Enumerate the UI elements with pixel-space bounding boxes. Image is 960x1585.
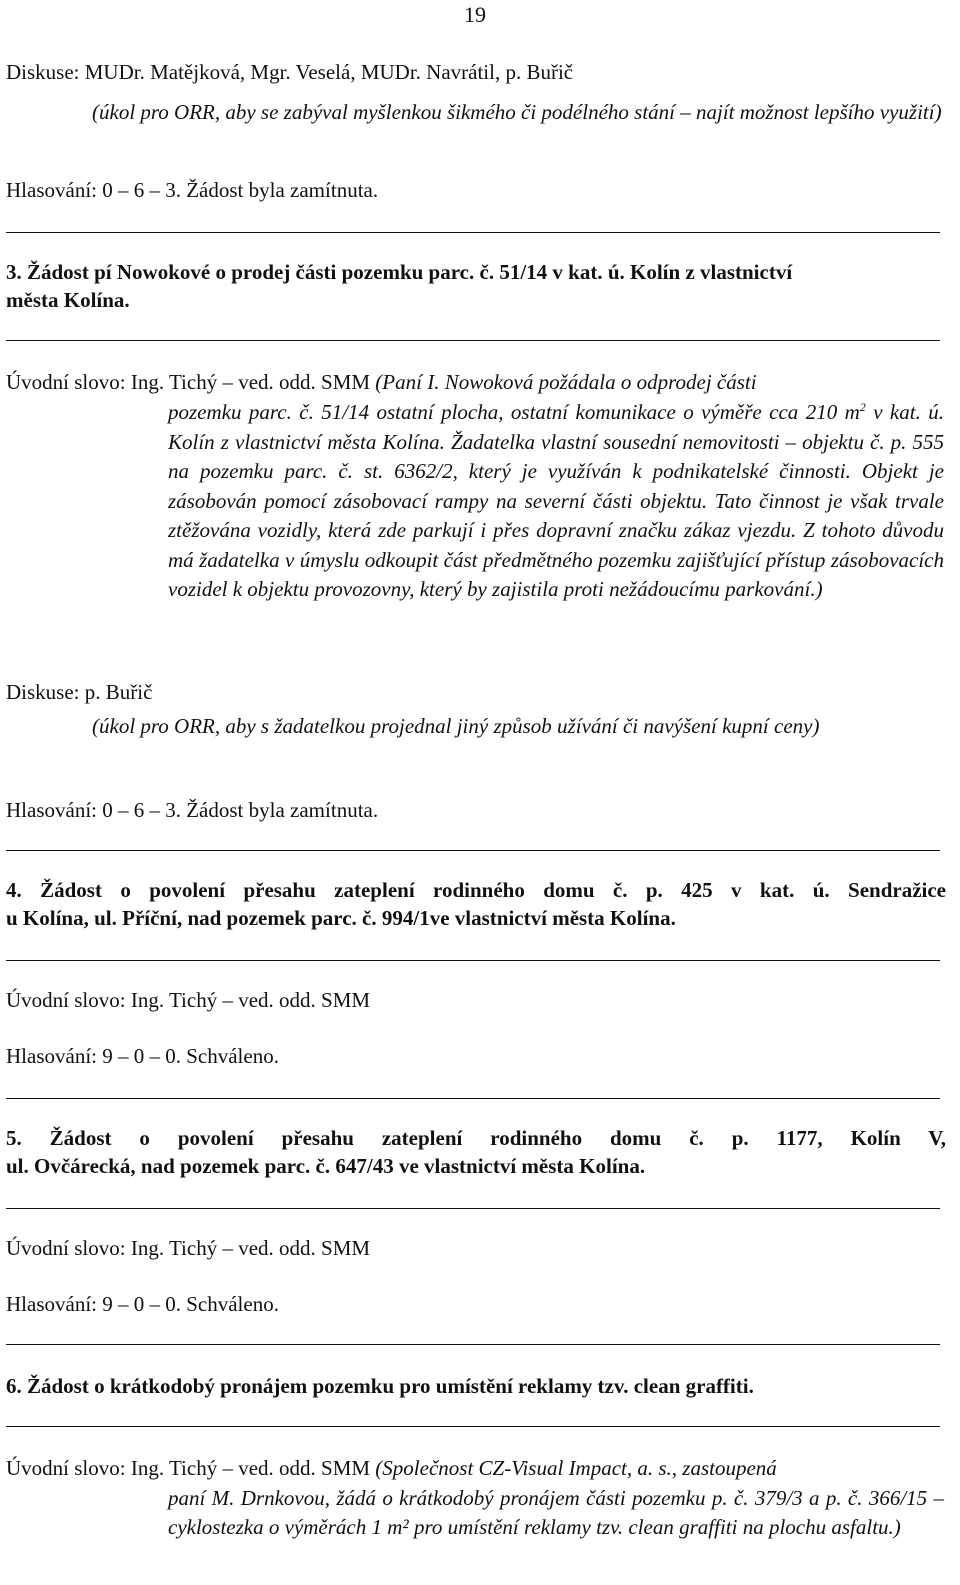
vote-result: Hlasování: 0 – 6 – 3. Žádost byla zamítnuta. [6,178,379,202]
divider [6,1344,940,1345]
item-5-intro: Úvodní slovo: Ing. Tichý – ved. odd. SMM [6,1236,371,1260]
item-4-title [6,876,946,932]
intro-text-first: (Paní I. Nowoková požádala o odprodej části [375,370,757,394]
divider [6,1098,940,1099]
divider [6,1426,940,1427]
item-4-intro: Úvodní slovo: Ing. Tichý – ved. odd. SMM [6,988,371,1012]
item-3-intro-body [6,398,944,605]
item-6-intro-body: paní M. Drnkovou, žádá o krátkodobý pronájem části pozemku p. č. 379/3 a p. č. 366/15 – cyklostezka o výměrách 1 m² pro umístění reklamy tzv. clean graffiti na plochu asfaltu.) [168,1486,944,1539]
item-5-title-line2: ul. Ovčárecká, nad pozemek parc. č. 647/43 ve vlastnictví města Kolína. [6,1154,646,1178]
discussion-participants: Diskuse: MUDr. Matějková, Mgr. Veselá, MUDr. Navrátil, p. Buřič [6,60,574,84]
item-3-discussion-note: (úkol pro ORR, aby s žadatelkou projednal jiný způsob užívání či navýšení kupní ceny) [92,714,820,738]
item-6-intro [6,1454,946,1482]
item-3-intro [6,368,946,396]
item-5-title [6,1124,946,1180]
intro-text-a: pozemku parc. č. 51/14 ostatní plocha, ostatní komunikace o výměře cca 210 m [168,400,860,424]
intro-text-b: v kat. ú. Kolín z vlastnictví města Kolína. Žadatelka vlastní sousední nemovitosti – objektu č. p. 555 na pozemku parc. č. st. 6362/2, který je využíván k podnikatelské činnosti. Objekt je zásobován pomocí zásobovací rampy na severní části objektu. Tato činnost je však trvale ztěžována vozidly, která zde parkují i přes dopravní značku zákaz vjezdu. Z tohoto důvodu má žadatelka v úmyslu odkoupit část předmětného pozemku zajišťující přístup zásobovacích vozidel k objektu provozovny, který by zajistila proti nežádoucímu parkování.) [168,400,944,601]
divider [6,232,940,233]
intro-text-first: (Společnost CZ-Visual Impact, a. s., zastoupená [375,1456,777,1480]
item-4-vote: Hlasování: 9 – 0 – 0. Schváleno. [6,1044,279,1068]
item-3-title [6,258,946,314]
intro-label: Úvodní slovo: Ing. Tichý – ved. odd. SMM [6,370,371,394]
item-5-title-line1: 5. Žádost o povolení přesahu zateplení rodinného domu č. p. 1177, Kolín V, [6,1126,946,1150]
divider [6,340,940,341]
divider [6,850,940,851]
intro-label: Úvodní slovo: Ing. Tichý – ved. odd. SMM [6,1456,371,1480]
item-3-title-line1: 3. Žádost pí Nowokové o prodej části pozemku parc. č. 51/14 v kat. ú. Kolín z vlastnictví [6,260,793,284]
page-number: 19 [464,2,486,27]
item-4-title-line1: 4. Žádost o povolení přesahu zateplení rodinného domu č. p. 425 v kat. ú. Sendražice [6,878,946,902]
divider [6,1208,940,1209]
item-5-vote: Hlasování: 9 – 0 – 0. Schváleno. [6,1292,279,1316]
discussion-note: (úkol pro ORR, aby se zabýval myšlenkou šikmého či podélného stání – najít možnost lepšího využití) [92,100,942,124]
item-3-vote: Hlasování: 0 – 6 – 3. Žádost byla zamítnuta. [6,798,379,822]
divider [6,960,940,961]
superscript-2: 2 [859,400,866,414]
item-3-discussion: Diskuse: p. Buřič [6,680,153,704]
item-4-title-line2: u Kolína, ul. Příční, nad pozemek parc. č. 994/1ve vlastnictví města Kolína. [6,906,676,930]
item-3-title-line2: města Kolína. [6,288,130,312]
item-6-title: 6. Žádost o krátkodobý pronájem pozemku pro umístění reklamy tzv. clean graffiti. [6,1374,754,1398]
